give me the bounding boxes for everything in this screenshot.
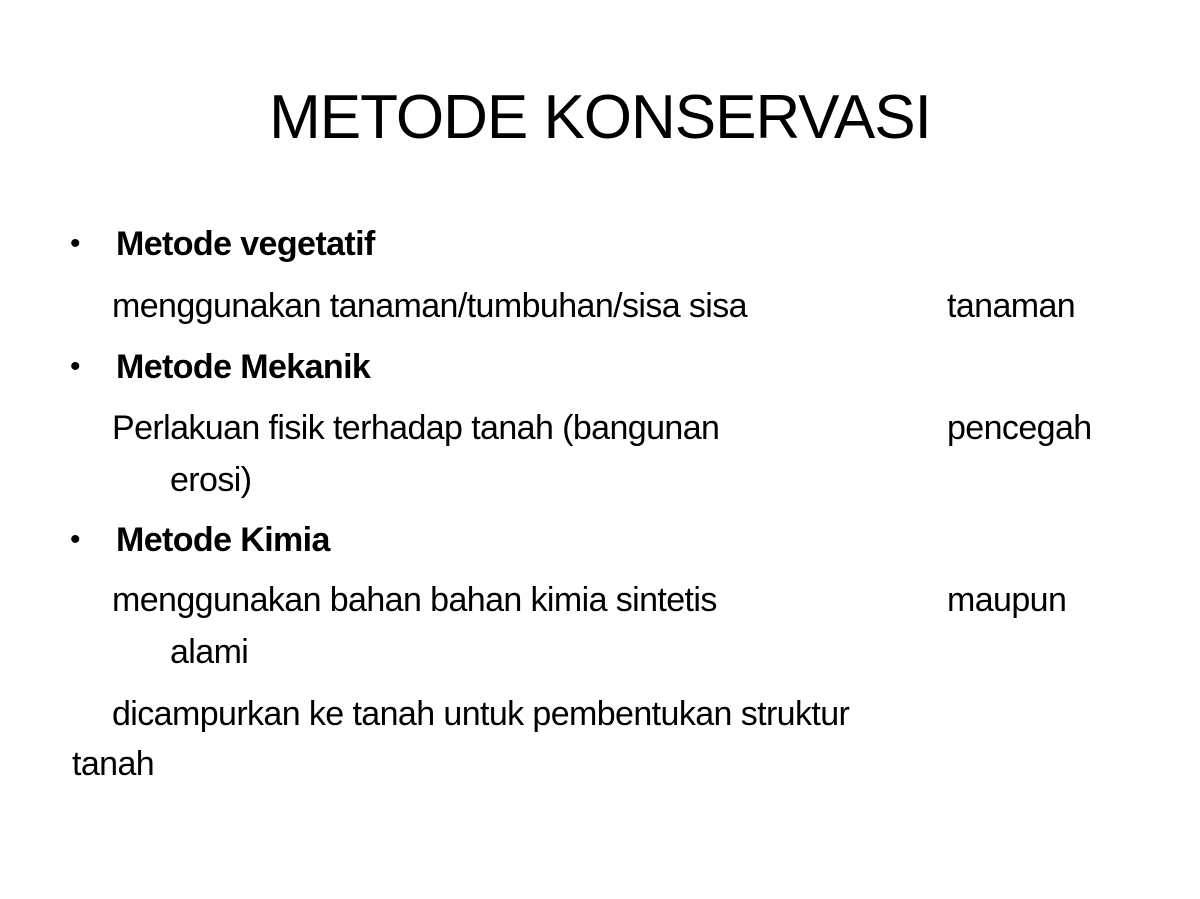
item-text: maupun — [947, 581, 1067, 619]
slide-title: METODE KONSERVASI — [269, 83, 931, 152]
item-text: menggunakan bahan bahan kimia sintetis — [112, 581, 717, 619]
item-text: Perlakuan fisik terhadap tanah (bangunan — [112, 409, 720, 447]
bullet-icon: • — [70, 523, 81, 556]
item-heading-mekanik: Metode Mekanik — [116, 348, 371, 386]
item-text: pencegah — [947, 409, 1092, 447]
item-text: alami — [170, 633, 249, 671]
item-text: menggunakan tanaman/tumbuhan/sisa sisa — [112, 287, 747, 325]
bullet-icon: • — [70, 350, 81, 383]
item-text: tanah — [72, 745, 155, 783]
item-heading-vegetatif: Metode vegetatif — [116, 225, 375, 263]
item-text: erosi) — [170, 461, 252, 499]
item-text: tanaman — [947, 287, 1076, 325]
bullet-icon: • — [70, 227, 81, 260]
item-text: dicampurkan ke tanah untuk pembentukan struktur — [112, 695, 850, 733]
item-heading-kimia: Metode Kimia — [116, 521, 330, 559]
